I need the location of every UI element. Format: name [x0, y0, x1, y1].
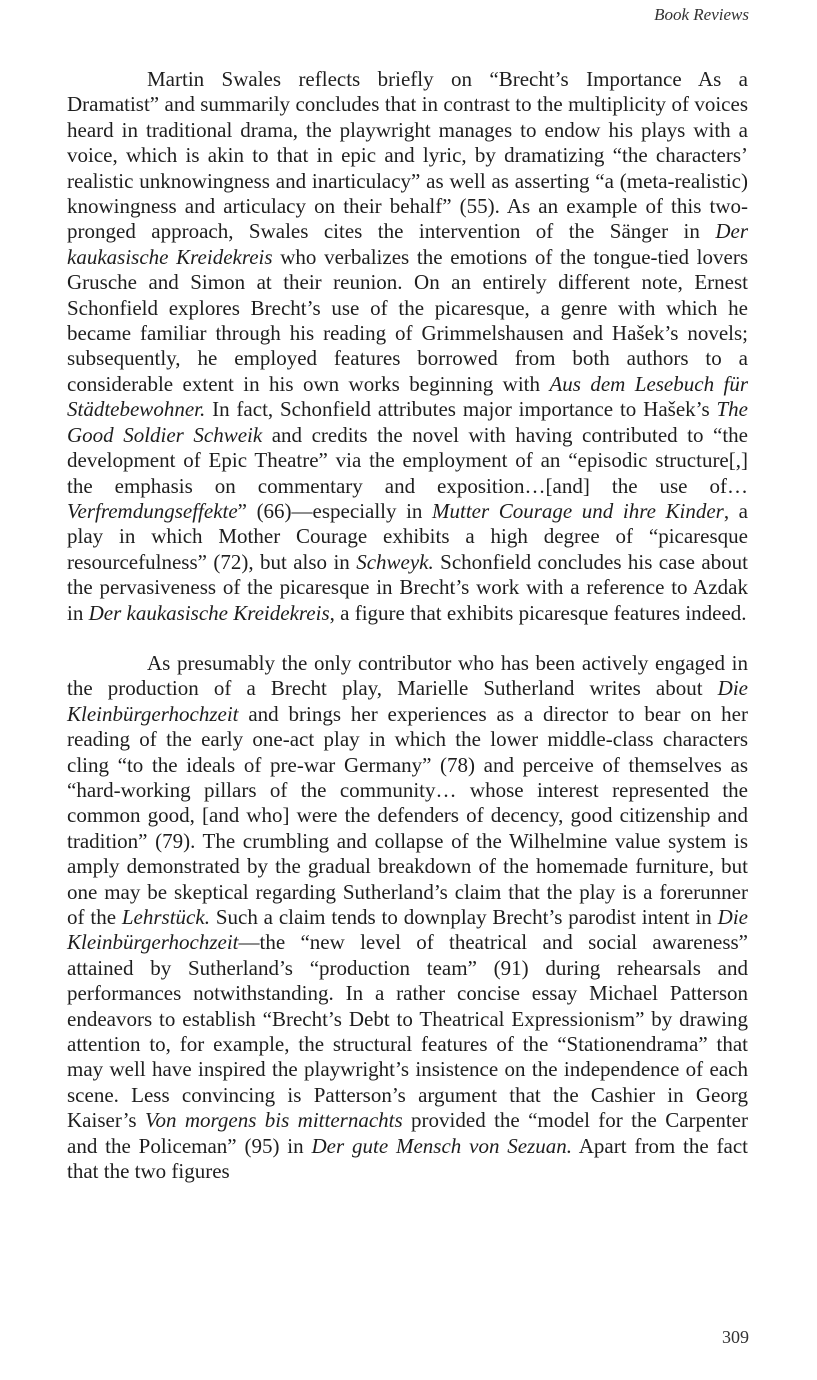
text-span: Schonfield concludes his case about the pervasiveness of the picaresque in Brecht’s work with a reference to Azdak in — [67, 549, 748, 625]
text-span: ” (66)—especially in — [237, 498, 432, 523]
review-body — [67, 67, 748, 1184]
work-title: Von morgens bis mitternachts — [144, 1108, 403, 1133]
work-title: Mutter Courage und ihre Kinder — [432, 498, 724, 523]
paragraph-2 — [67, 651, 748, 1185]
text-span: , a play in which Mother Courage exhibits a high degree of “picaresque resourcefulness” (72), but also in — [67, 498, 748, 574]
text-span: who verbalizes the emotions of the tongue-tied lovers Grusche and Simon at their reunion. On an entirely different note, Ernest Schonfield explores Brecht’s use of the picaresque, a genre with which he became familiar through his reading of Grimmelshausen and Hašek’s novels; subsequently, he employed features borrowed from both authors to a considerable extent in his own works beginning with — [67, 244, 748, 396]
page-number: 309 — [722, 1327, 749, 1347]
text-span: , a figure that exhibits picaresque features indeed. — [329, 600, 747, 625]
work-title: Schweyk. — [356, 549, 434, 574]
text-span: Such a claim tends to downplay Brecht’s parodist intent in — [209, 905, 718, 929]
work-title: Die Kleinbürgerhochzeit — [67, 676, 748, 726]
work-title: Die Kleinbürgerhochzeit — [67, 905, 748, 955]
text-span: Martin Swales reflects briefly on “Brecht’s Importance As a Dramatist” and summarily concludes that in contrast to the multiplicity of voices heard in traditional drama, the playwright manages to endow his plays with a voice, which is akin to that in epic and lyric, by dramatizing “the characters’ realistic unknowingness and inarticulacy” as well as asserting “a (meta-realistic) knowingness and articulacy on their behalf” (55). As an example of this two-pronged approach, Swales cites the intervention of the Sänger in — [67, 67, 748, 244]
text-span: —the “new level of theatrical and social awareness” attained by Sutherland’s “production team” (91) during rehearsals and performances notwithstanding. In a rather concise essay Michael Patterson endeavors to establish “Brecht’s Debt to Theatrical Expressionism” by drawing attention to, for example, the structural features of the “Stationendrama” that may well have inspired the playwright’s insistence on the independence of each scene. Less convincing is Patterson’s argument that the Cashier in Georg Kaiser’s — [67, 930, 748, 1133]
text-span: provided the “model for the Carpenter and the Policeman” (95) in — [67, 1108, 748, 1158]
running-head: Book Reviews — [654, 5, 749, 24]
text-span: and brings her experiences as a director to bear on her reading of the early one-act play in which the lower middle-class characters cling “to the ideals of pre-war Germany” (78) and perceive of themselves as “hard-working pillars of the community… whose interest represented the common good, [and who] were the defenders of decency, good citizenship and tradition” (79). The crumbling and collapse of the Wilhelmine value system is amply demonstrated by the gradual breakdown of the homemade furniture, but one may be skeptical regarding Sutherland’s claim that the play is a forerunner of the — [67, 701, 748, 929]
text-span: Apart from the fact that the two figures — [67, 1133, 749, 1184]
foreign-term: Lehrstück. — [121, 905, 210, 929]
paragraph-1 — [67, 67, 748, 626]
work-title: The Good Soldier Schweik — [67, 397, 748, 447]
text-span: As presumably the only contributor who has been actively engaged in the production of a Brecht play, Marielle Sutherland writes about — [67, 650, 748, 701]
work-title: Der kaukasische Kreidekreis — [88, 600, 330, 625]
foreign-term: Verfremdungseffekte — [67, 498, 238, 523]
work-title: Der gute Mensch von Sezuan. — [311, 1133, 573, 1158]
work-title: Der kaukasische Kreidekreis — [67, 219, 748, 269]
work-title: Aus dem Lesebuch für Städtebewohner. — [67, 371, 748, 422]
text-span: In fact, Schonfield attributes major importance to Hašek’s — [205, 397, 717, 422]
text-span: and credits the novel with having contributed to “the development of Epic Theatre” via the employment of an “episodic structure[,] the emphasis on commentary and exposition…[and] the use of… — [67, 422, 749, 498]
